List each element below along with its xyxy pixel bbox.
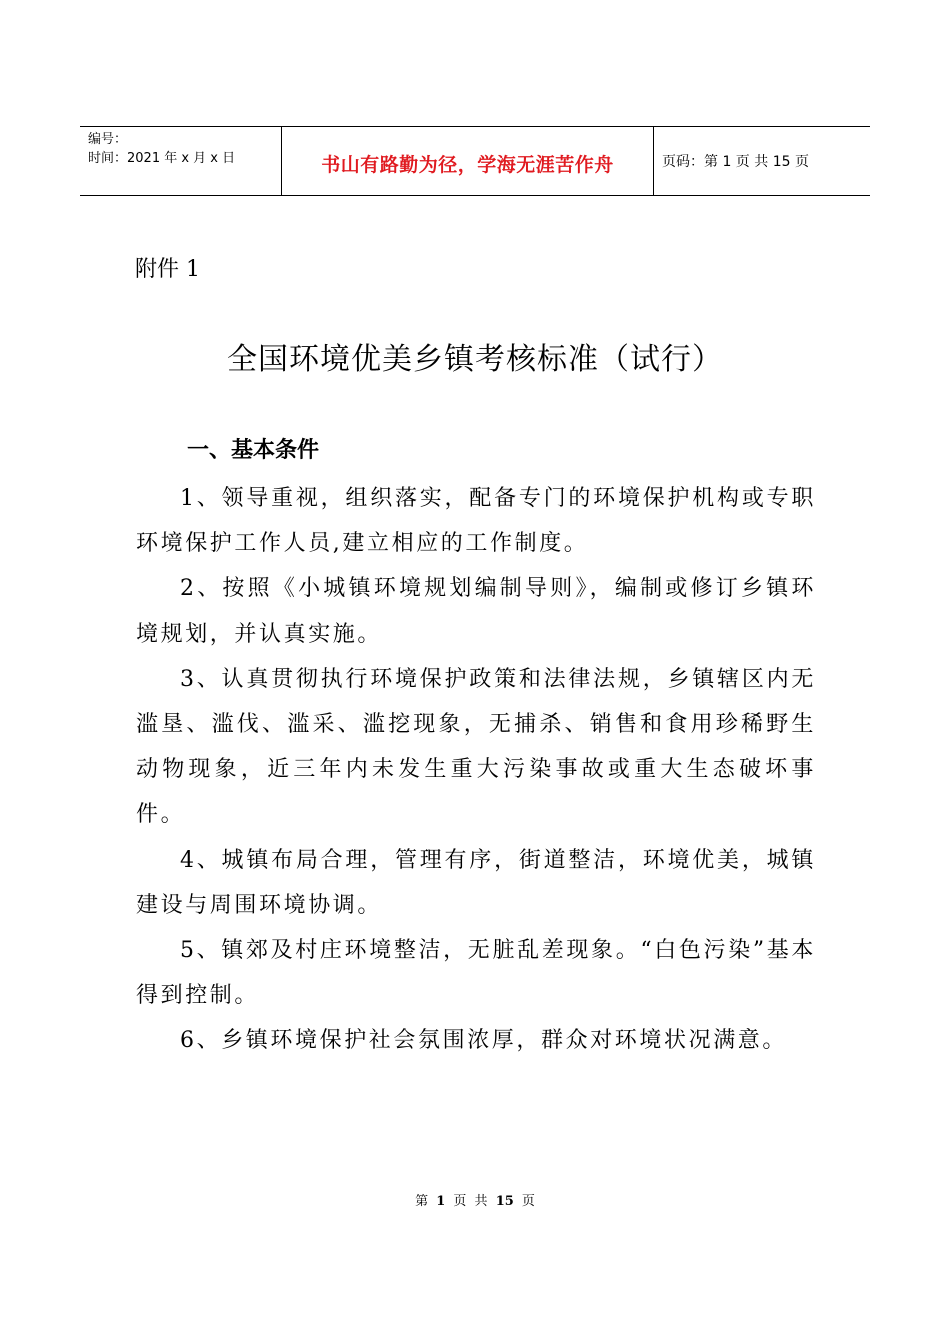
header-page-code-text: 页码：第 1 页 共 15 页 — [662, 154, 809, 170]
header-meta — [80, 127, 282, 195]
page-footer — [0, 1190, 950, 1209]
paragraph-item-5: 5、镇郊及村庄环境整洁，无脏乱差现象。“白色污染”基本得到控制。 — [136, 938, 816, 1009]
footer-current-page: 1 — [436, 1194, 446, 1209]
paragraph-item-3: 3、认真贯彻执行环境保护政策和法律法规，乡镇辖区内无滥垦、滥伐、滥采、滥挖现象，无捕杀、销售和食用珍稀野生动物现象，近三年内未发生重大污染事故或重大生态破坏事件。 — [136, 666, 816, 828]
footer-page-suffix: 页 — [521, 1194, 535, 1209]
document-number-label: 编号： — [88, 132, 128, 147]
header-motto-cell — [282, 127, 654, 195]
header-motto: 书山有路勤为径，学海无涯苦作舟 — [321, 153, 614, 176]
attachment-label: 附件 1 — [135, 257, 200, 282]
section-heading: 一、基本条件 — [187, 438, 320, 463]
document-header — [80, 126, 870, 196]
header-page-code — [654, 127, 870, 195]
paragraph-item-2: 2、按照《小城镇环境规划编制导则》，编制或修订乡镇环境规划，并认真实施。 — [136, 576, 816, 647]
paragraph-item-4: 4、城镇布局合理，管理有序，街道整洁，环境优美，城镇建设与周围环境协调。 — [136, 847, 816, 918]
footer-page-prefix: 第 — [415, 1194, 429, 1209]
paragraph-item-6: 6、乡镇环境保护社会氛围浓厚，群众对环境状况满意。 — [180, 1028, 787, 1054]
document-title: 全国环境优美乡镇考核标准（试行） — [227, 342, 723, 377]
document-date-label: 时间：2021 年 x 月 x 日 — [88, 151, 236, 166]
paragraph-item-1: 1、领导重视，组织落实，配备专门的环境保护机构或专职环境保护工作人员,建立相应的工作制度。 — [136, 486, 816, 557]
footer-total-pages: 15 — [495, 1194, 514, 1209]
footer-page-mid: 页 共 — [453, 1194, 488, 1209]
document-body — [136, 476, 816, 1064]
